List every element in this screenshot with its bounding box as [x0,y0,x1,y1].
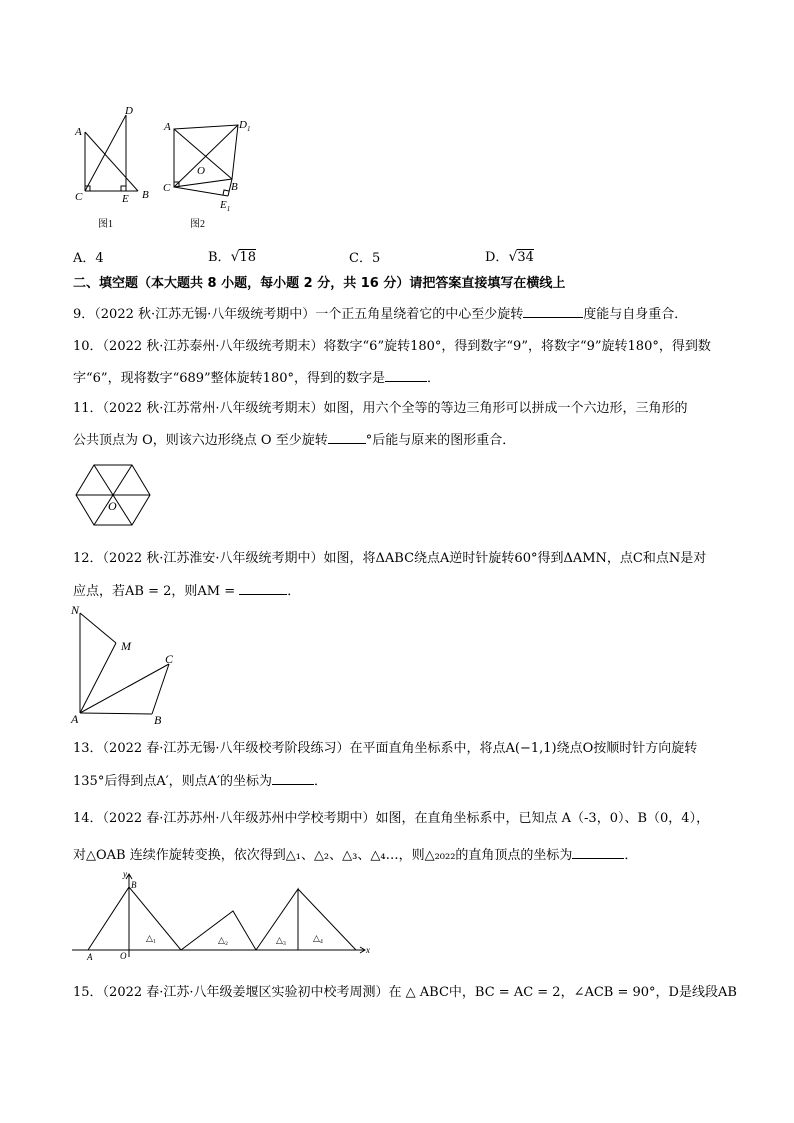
q12-label-C: C [165,652,174,666]
question-10-line-2: 字“6”，现将数字“689”整体旋转180°，得到的数字是 ． [73,371,440,386]
question-12-line-1: 12．（2022 秋·江苏淮安·八年级统考期中）如图，将ΔABC绕点A逆时针旋转60°得到ΔAMN，点C和点N是对 [73,551,707,566]
q14-triangle-1: △₁ [146,933,157,943]
q14-triangle-2: △₂ [218,935,229,945]
fig1-label-E: E [122,193,129,205]
question-13-line-1: 13．（2022 春·江苏无锡·八年级校考阶段练习）在平面直角坐标系中，将点A(−1,1)绕点O按顺时针方向旋转 [73,741,698,756]
figure-2 [160,102,260,232]
option-a: A．4 [73,251,104,266]
q14-label-x: x [366,945,370,955]
figure-1 [66,102,156,232]
answer-blank [523,305,583,318]
answer-blank [272,772,314,785]
option-c: C．5 [349,251,381,266]
question-13-line-2: 135°后得到点A′，则点A′的坐标为 ． [73,774,328,789]
q14-label-y: y [123,869,127,879]
q12-figure [66,603,186,728]
question-10-line-1: 10．（2022 秋·江苏泰州·八年级统考期末）将数字“6”旋转180°，得到数字“9”，将数字“9”旋转180°，得到数 [73,339,711,354]
fig2-caption: 图2 [190,219,205,230]
q14-label-A: A [87,952,93,962]
fig1-label-B: B [142,189,149,201]
question-11-line-2: 公共顶点为 O，则该六边形绕点 O 至少旋转 °后能与原来的图形重合． [73,433,516,448]
q12-label-N: N [71,603,80,617]
hexagon-figure [74,460,154,530]
option-d: D．√34 [485,249,534,265]
fig1-label-A: A [75,126,82,138]
question-14-line-1: 14．（2022 春·江苏苏州·八年级苏州中学校考期中）如图，在直角坐标系中，已知点 A（-3，0）、B（0，4）， [73,811,710,826]
fig2-label-O: O [197,165,205,177]
fig2-label-C: C [163,182,171,194]
question-14-line-2: 对△OAB 连续作旋转变换，依次得到△₁、△₂、△₃、△₄…，则△₂₀₂₂的直角顶点的坐标为 ． [73,848,638,863]
q14-label-B: B [131,880,137,890]
answer-blank [572,846,624,859]
fig1-caption: 图1 [98,219,113,230]
question-11-line-1: 11．（2022 秋·江苏常州·八年级统考期末）如图，用六个全等的等边三角形可以拼成一个六边形，三角形的 [73,401,688,416]
fig2-label-E1: $E_1$ [220,199,231,213]
option-b: B．√18 [208,249,257,265]
answer-blank [239,582,287,595]
section-2-heading: 二、填空题（本大题共 8 小题，每小题 2 分，共 16 分）请把答案直接填写在横线上 [73,276,566,291]
question-15-line-1: 15．（2022 春·江苏·八年级姜堰区实验初中校考周测）在 △ ABC中，BC = AC = 2，∠ACB = 90°，D是线段AB [73,985,737,1000]
question-12-line-2: 应点，若AB = 2，则AM = ． [73,584,301,599]
fig1-label-C: C [75,191,83,203]
q14-triangle-4: △₄ [313,933,324,943]
sqrt-symbol: √ [230,249,240,265]
q12-label-A: A [71,712,79,726]
fig2-label-D1: $D_1$ [239,119,251,133]
q14-figure [66,865,386,965]
hexagon-label-O: O [108,499,117,513]
sqrt-symbol: √ [508,249,518,265]
fig2-label-B: B [231,181,238,193]
question-9: 9．（2022 秋·江苏无锡·八年级统考期中）一个正五角星绕着它的中心至少旋转 度能与自身重合． [73,307,688,322]
answer-blank [328,431,366,444]
q12-label-B: B [154,713,162,727]
answer-blank [385,369,427,382]
fig1-label-D: D [125,105,133,117]
q12-label-M: M [121,639,131,653]
fig2-label-A: A [164,121,171,133]
q14-label-O: O [120,951,127,961]
q14-triangle-3: △₃ [276,935,287,945]
